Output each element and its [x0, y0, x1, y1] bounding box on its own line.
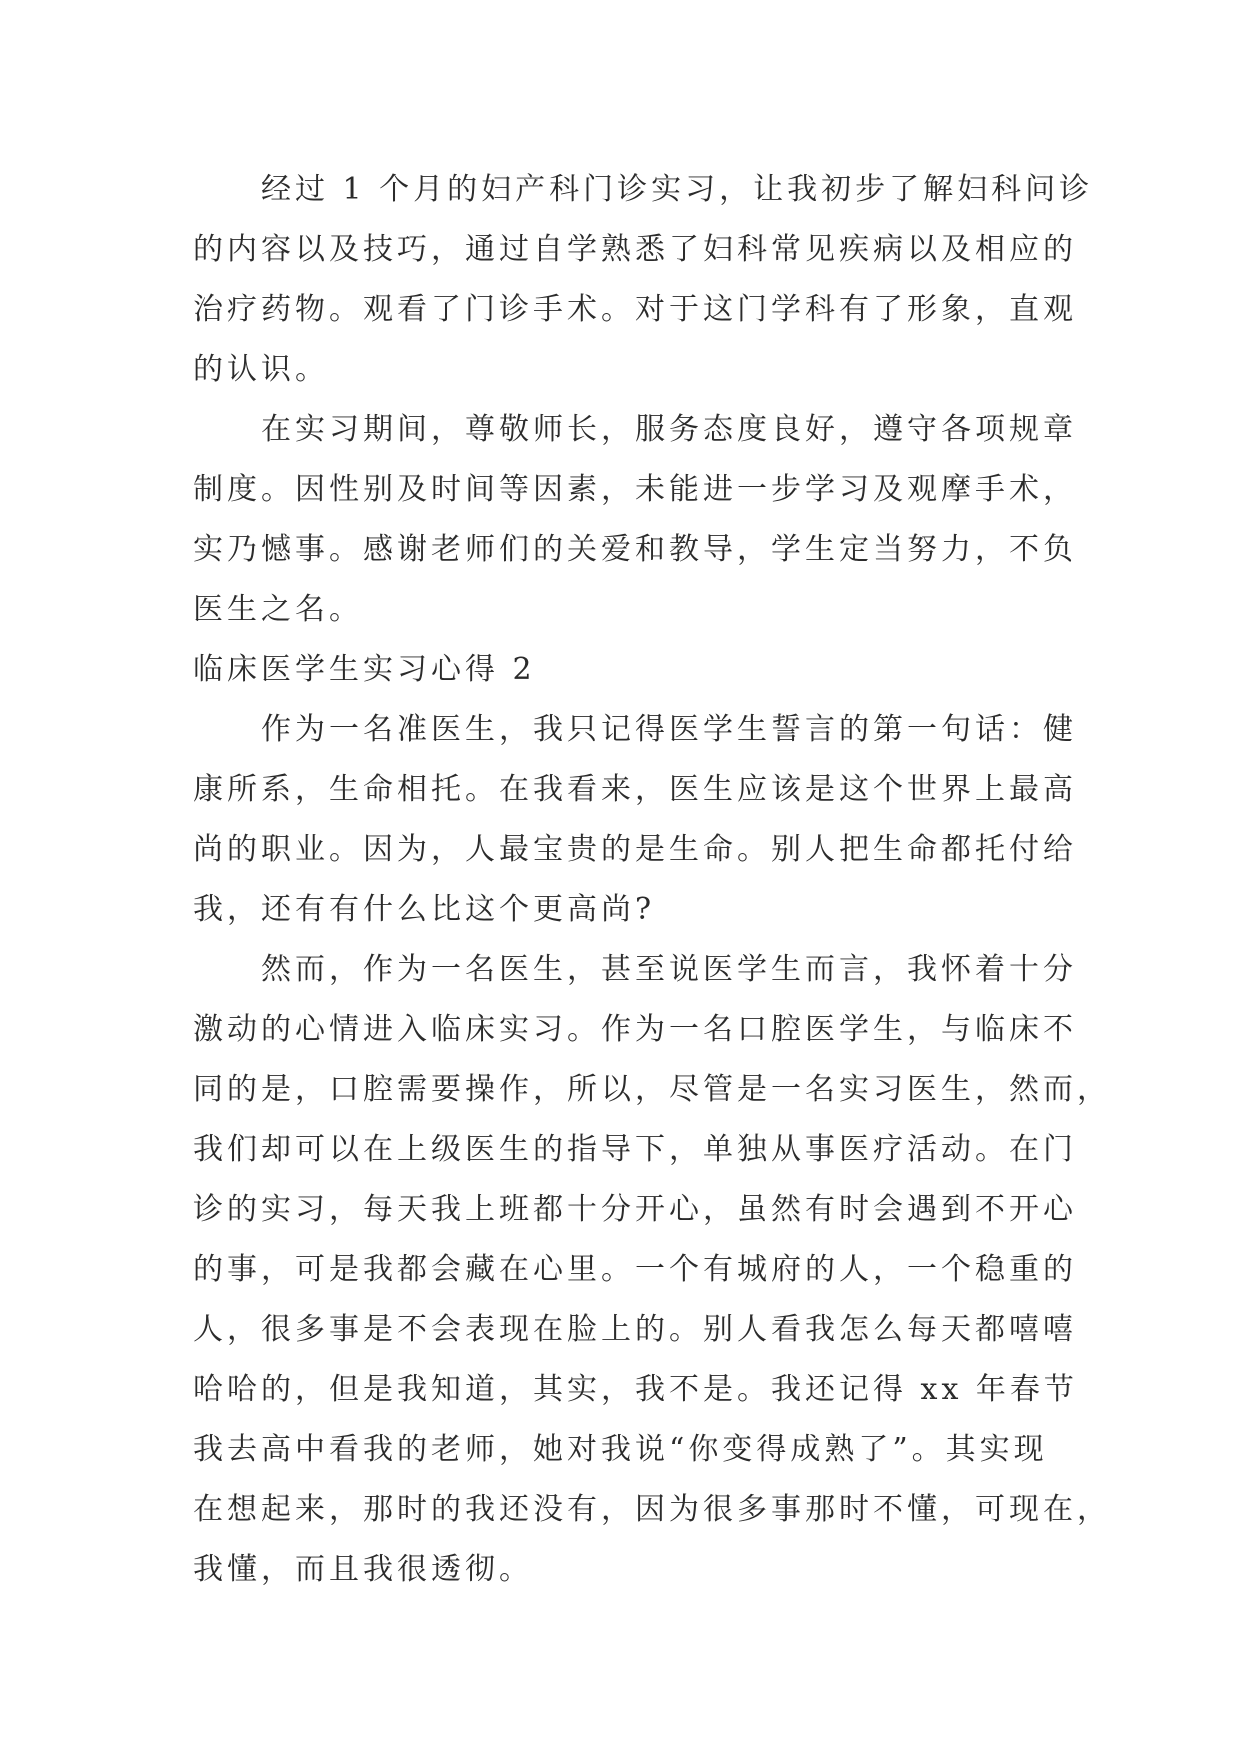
text-line: 激动的心情进入临床实习。作为一名口腔医学生，与临床不 — [193, 1012, 1077, 1047]
text-line: 在想起来，那时的我还没有，因为很多事那时不懂，可现在， — [193, 1492, 1111, 1527]
paragraph-1 — [193, 160, 1094, 400]
text-line: 实乃憾事。感谢老师们的关爱和教导，学生定当努力，不负 — [193, 532, 1077, 567]
text-line: 治疗药物。观看了门诊手术。对于这门学科有了形象，直观 — [193, 292, 1077, 327]
text-line: 医生之名。 — [193, 592, 363, 627]
text-line: 的认识。 — [193, 352, 329, 387]
paragraph-4 — [193, 940, 1111, 1600]
text-line: 的事，可是我都会藏在心里。一个有城府的人，一个稳重的 — [193, 1252, 1077, 1287]
paragraph-3 — [193, 700, 1077, 940]
text-line: 我懂，而且我很透彻。 — [193, 1552, 533, 1587]
section-heading: 临床医学生实习心得 2 — [193, 652, 536, 687]
text-line: 康所系，生命相托。在我看来，医生应该是这个世界上最高 — [193, 772, 1077, 807]
text-line: 诊的实习，每天我上班都十分开心，虽然有时会遇到不开心 — [193, 1192, 1077, 1227]
text-line: 经过 1 个月的妇产科门诊实习，让我初步了解妇科问诊 — [261, 172, 1094, 207]
text-line: 同的是，口腔需要操作，所以，尽管是一名实习医生，然而， — [193, 1072, 1111, 1107]
text-line: 的内容以及技巧，通过自学熟悉了妇科常见疾病以及相应的 — [193, 232, 1077, 267]
text-line: 我们却可以在上级医生的指导下，单独从事医疗活动。在门 — [193, 1132, 1077, 1167]
text-line: 然而，作为一名医生，甚至说医学生而言，我怀着十分 — [261, 952, 1077, 987]
text-line: 我去高中看我的老师，她对我说“你变得成熟了”。其实现 — [193, 1432, 1048, 1467]
text-line: 人，很多事是不会表现在脸上的。别人看我怎么每天都嘻嘻 — [193, 1312, 1077, 1347]
text-line: 尚的职业。因为，人最宝贵的是生命。别人把生命都托付给 — [193, 832, 1077, 867]
text-line: 在实习期间，尊敬师长，服务态度良好，遵守各项规章 — [261, 412, 1077, 447]
text-line: 制度。因性别及时间等因素，未能进一步学习及观摩手术， — [193, 472, 1077, 507]
document-body — [193, 160, 1111, 1600]
paragraph-2 — [193, 400, 1077, 640]
text-line: 哈哈的，但是我知道，其实，我不是。我还记得 xx 年春节 — [193, 1372, 1078, 1407]
text-line: 作为一名准医生，我只记得医学生誓言的第一句话：健 — [261, 712, 1077, 747]
text-line: 我，还有有什么比这个更高尚? — [193, 892, 656, 927]
